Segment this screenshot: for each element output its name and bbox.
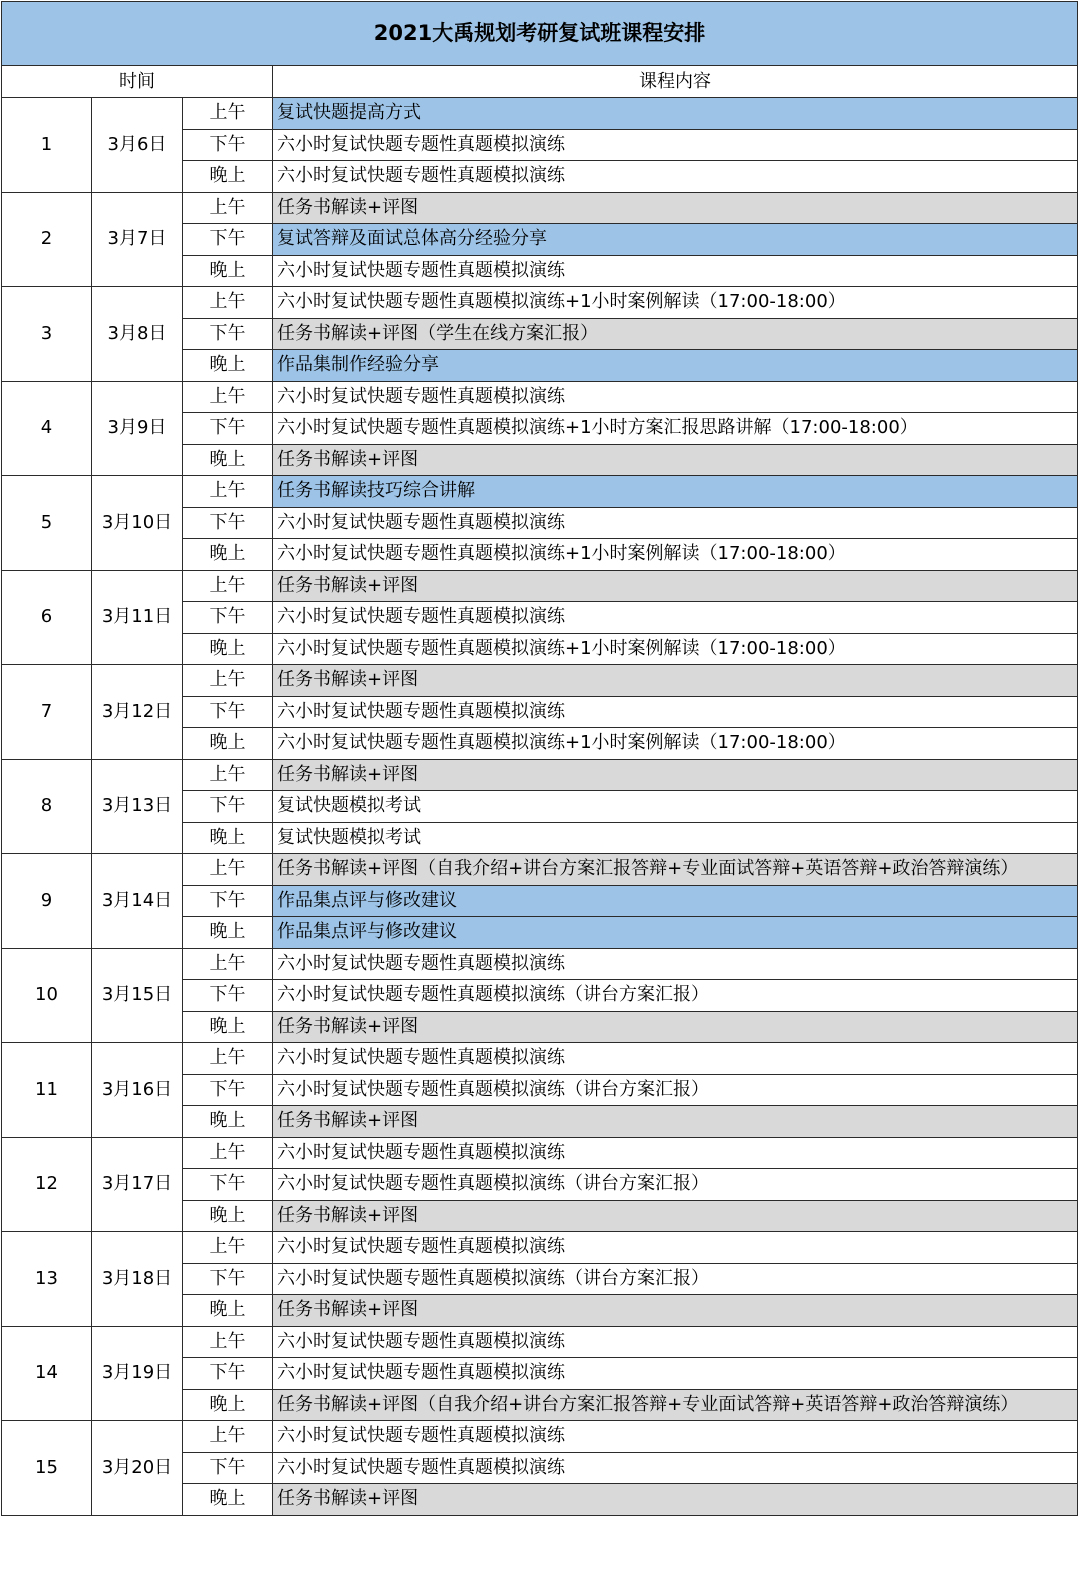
day-number: 1 <box>2 98 92 193</box>
session-period: 下午 <box>183 507 273 539</box>
session-content: 六小时复试快题专题性真题模拟演练+1小时方案汇报思路讲解（17:00-18:00） <box>273 413 1078 445</box>
session-content: 六小时复试快题专题性真题模拟演练 <box>273 507 1078 539</box>
session-content: 任务书解读+评图 <box>273 1011 1078 1043</box>
session-period: 下午 <box>183 224 273 256</box>
session-content: 复试快题提高方式 <box>273 98 1078 130</box>
session-content: 六小时复试快题专题性真题模拟演练 <box>273 1137 1078 1169</box>
day-date: 3月16日 <box>92 1043 183 1138</box>
session-content: 复试答辩及面试总体高分经验分享 <box>273 224 1078 256</box>
session-content: 六小时复试快题专题性真题模拟演练 <box>273 602 1078 634</box>
session-content: 复试快题模拟考试 <box>273 791 1078 823</box>
day-date: 3月7日 <box>92 192 183 287</box>
session-period: 上午 <box>183 1232 273 1264</box>
session-content: 六小时复试快题专题性真题模拟演练 <box>273 1358 1078 1390</box>
session-period: 上午 <box>183 1137 273 1169</box>
page-title: 2021大禹规划考研复试班课程安排 <box>2 2 1078 66</box>
session-period: 晚上 <box>183 822 273 854</box>
session-content: 六小时复试快题专题性真题模拟演练 <box>273 161 1078 193</box>
table-row <box>2 476 1078 508</box>
session-period: 上午 <box>183 665 273 697</box>
session-period: 晚上 <box>183 728 273 760</box>
session-period: 下午 <box>183 1452 273 1484</box>
session-content: 六小时复试快题专题性真题模拟演练 <box>273 381 1078 413</box>
day-date: 3月18日 <box>92 1232 183 1327</box>
day-number: 7 <box>2 665 92 760</box>
session-period: 上午 <box>183 1043 273 1075</box>
session-period: 下午 <box>183 602 273 634</box>
day-number: 8 <box>2 759 92 854</box>
header-time: 时间 <box>2 66 273 98</box>
table-row <box>2 381 1078 413</box>
session-period: 晚上 <box>183 539 273 571</box>
session-content: 任务书解读技巧综合讲解 <box>273 476 1078 508</box>
session-period: 下午 <box>183 1358 273 1390</box>
day-date: 3月20日 <box>92 1421 183 1516</box>
session-content: 作品集点评与修改建议 <box>273 917 1078 949</box>
session-period: 晚上 <box>183 1200 273 1232</box>
session-content: 六小时复试快题专题性真题模拟演练 <box>273 1452 1078 1484</box>
day-number: 9 <box>2 854 92 949</box>
table-row <box>2 948 1078 980</box>
table-row <box>2 759 1078 791</box>
session-content: 六小时复试快题专题性真题模拟演练+1小时案例解读（17:00-18:00） <box>273 728 1078 760</box>
title-row <box>2 2 1078 66</box>
session-content: 六小时复试快题专题性真题模拟演练（讲台方案汇报） <box>273 1074 1078 1106</box>
session-content: 六小时复试快题专题性真题模拟演练 <box>273 948 1078 980</box>
day-date: 3月17日 <box>92 1137 183 1232</box>
session-content: 任务书解读+评图 <box>273 570 1078 602</box>
day-date: 3月11日 <box>92 570 183 665</box>
session-content: 任务书解读+评图 <box>273 665 1078 697</box>
day-number: 2 <box>2 192 92 287</box>
day-number: 10 <box>2 948 92 1043</box>
session-period: 上午 <box>183 759 273 791</box>
session-content: 六小时复试快题专题性真题模拟演练 <box>273 255 1078 287</box>
session-period: 上午 <box>183 1421 273 1453</box>
session-content: 六小时复试快题专题性真题模拟演练 <box>273 1421 1078 1453</box>
day-number: 4 <box>2 381 92 476</box>
session-period: 下午 <box>183 696 273 728</box>
session-content: 六小时复试快题专题性真题模拟演练 <box>273 129 1078 161</box>
table-row <box>2 192 1078 224</box>
header-content: 课程内容 <box>273 66 1078 98</box>
session-period: 下午 <box>183 413 273 445</box>
session-content: 复试快题模拟考试 <box>273 822 1078 854</box>
session-period: 晚上 <box>183 1011 273 1043</box>
session-content: 任务书解读+评图 <box>273 1484 1078 1516</box>
session-content: 六小时复试快题专题性真题模拟演练+1小时案例解读（17:00-18:00） <box>273 287 1078 319</box>
day-number: 3 <box>2 287 92 382</box>
session-content: 六小时复试快题专题性真题模拟演练+1小时案例解读（17:00-18:00） <box>273 633 1078 665</box>
session-period: 晚上 <box>183 1484 273 1516</box>
table-row <box>2 854 1078 886</box>
day-number: 13 <box>2 1232 92 1327</box>
session-period: 下午 <box>183 885 273 917</box>
session-period: 晚上 <box>183 633 273 665</box>
session-content: 任务书解读+评图 <box>273 1106 1078 1138</box>
table-row <box>2 1232 1078 1264</box>
session-period: 下午 <box>183 129 273 161</box>
session-period: 晚上 <box>183 255 273 287</box>
session-content: 任务书解读+评图 <box>273 192 1078 224</box>
session-period: 晚上 <box>183 444 273 476</box>
session-period: 晚上 <box>183 1295 273 1327</box>
session-content: 六小时复试快题专题性真题模拟演练（讲台方案汇报） <box>273 1263 1078 1295</box>
day-date: 3月12日 <box>92 665 183 760</box>
session-period: 晚上 <box>183 1389 273 1421</box>
session-content: 任务书解读+评图（自我介绍+讲台方案汇报答辩+专业面试答辩+英语答辩+政治答辩演练） <box>273 1389 1078 1421</box>
session-period: 晚上 <box>183 1106 273 1138</box>
day-number: 12 <box>2 1137 92 1232</box>
header-row <box>2 66 1078 98</box>
session-content: 六小时复试快题专题性真题模拟演练（讲台方案汇报） <box>273 1169 1078 1201</box>
session-content: 任务书解读+评图 <box>273 444 1078 476</box>
session-content: 作品集制作经验分享 <box>273 350 1078 382</box>
day-number: 15 <box>2 1421 92 1516</box>
session-content: 任务书解读+评图（学生在线方案汇报） <box>273 318 1078 350</box>
session-content: 六小时复试快题专题性真题模拟演练 <box>273 696 1078 728</box>
session-content: 任务书解读+评图 <box>273 1295 1078 1327</box>
table-row <box>2 1043 1078 1075</box>
session-content: 六小时复试快题专题性真题模拟演练 <box>273 1043 1078 1075</box>
table-row <box>2 1421 1078 1453</box>
session-period: 上午 <box>183 287 273 319</box>
session-period: 下午 <box>183 1074 273 1106</box>
day-date: 3月8日 <box>92 287 183 382</box>
table-row <box>2 1326 1078 1358</box>
session-period: 下午 <box>183 1263 273 1295</box>
session-content: 作品集点评与修改建议 <box>273 885 1078 917</box>
day-date: 3月9日 <box>92 381 183 476</box>
session-period: 上午 <box>183 570 273 602</box>
session-period: 下午 <box>183 791 273 823</box>
session-period: 晚上 <box>183 917 273 949</box>
session-content: 六小时复试快题专题性真题模拟演练（讲台方案汇报） <box>273 980 1078 1012</box>
table-row <box>2 570 1078 602</box>
day-date: 3月6日 <box>92 98 183 193</box>
day-date: 3月14日 <box>92 854 183 949</box>
session-period: 上午 <box>183 1326 273 1358</box>
session-period: 上午 <box>183 854 273 886</box>
session-period: 上午 <box>183 948 273 980</box>
day-date: 3月10日 <box>92 476 183 571</box>
day-date: 3月13日 <box>92 759 183 854</box>
session-period: 上午 <box>183 98 273 130</box>
session-content: 任务书解读+评图 <box>273 1200 1078 1232</box>
session-period: 下午 <box>183 980 273 1012</box>
day-date: 3月19日 <box>92 1326 183 1421</box>
session-period: 上午 <box>183 192 273 224</box>
day-number: 11 <box>2 1043 92 1138</box>
session-content: 任务书解读+评图 <box>273 759 1078 791</box>
session-content: 六小时复试快题专题性真题模拟演练 <box>273 1326 1078 1358</box>
session-period: 晚上 <box>183 350 273 382</box>
session-content: 六小时复试快题专题性真题模拟演练+1小时案例解读（17:00-18:00） <box>273 539 1078 571</box>
table-row <box>2 287 1078 319</box>
table-row <box>2 1137 1078 1169</box>
session-content: 任务书解读+评图（自我介绍+讲台方案汇报答辩+专业面试答辩+英语答辩+政治答辩演练） <box>273 854 1078 886</box>
session-period: 上午 <box>183 381 273 413</box>
session-period: 下午 <box>183 318 273 350</box>
day-number: 5 <box>2 476 92 571</box>
day-date: 3月15日 <box>92 948 183 1043</box>
session-period: 晚上 <box>183 161 273 193</box>
session-period: 上午 <box>183 476 273 508</box>
day-number: 6 <box>2 570 92 665</box>
session-content: 六小时复试快题专题性真题模拟演练 <box>273 1232 1078 1264</box>
schedule-table <box>1 1 1078 1516</box>
table-row <box>2 98 1078 130</box>
session-period: 下午 <box>183 1169 273 1201</box>
day-number: 14 <box>2 1326 92 1421</box>
table-row <box>2 665 1078 697</box>
